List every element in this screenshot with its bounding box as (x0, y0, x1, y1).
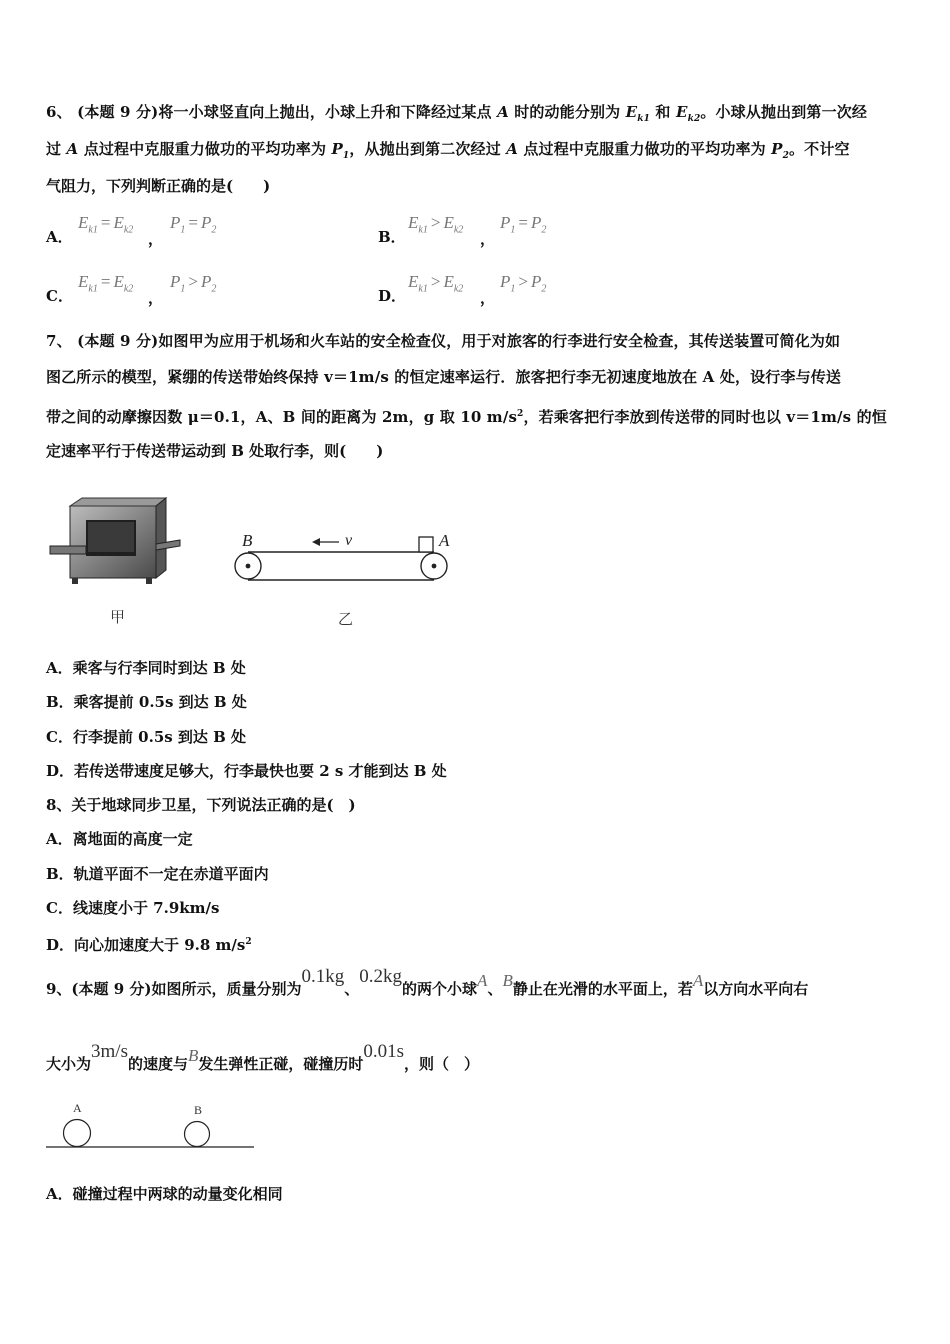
mass-b: 0.2kg (359, 966, 403, 987)
q7-stem-line-2: 图乙所示的模型，紧绷的传送带始终保持 v＝1m/s 的恒定速率运行．旅客把行李无初速度地放在 A 处，设行李与传送 (46, 368, 842, 386)
q6-p1: $P_1$ (331, 140, 350, 161)
q8-option-c: C．线速度小于 7.9km/s (46, 899, 220, 917)
q8-option-d: D．向心加速度大于 9.8 $m/s^2$ (46, 936, 252, 954)
velocity-label: v (345, 532, 353, 549)
q7-stem-line-4: 定速率平行于传送带运动到 B 处取行李，则( ) (46, 442, 384, 460)
q6-ek1: $E_{k1}$ (625, 103, 651, 124)
q6-option-b-formula-p: $P_1 = P_2$ (500, 213, 547, 236)
q6-stem-line-1: 6、 (本题 9 分)将一小球竖直向上抛出，小球上升和下降经过某点 A 时的动能分别为 $E_{k1}$ 和 $E_{k2}$。小球从抛出到第一次经 (46, 103, 868, 124)
q7-stem-line-1: 7、 (本题 9 分)如图甲为应用于机场和火车站的安全检查仪，用于对旅客的行李进行安全检查，其传送装置可简化为如 (46, 332, 841, 350)
q7-option-b: B．乘客提前 0.5s 到达 B 处 (46, 693, 247, 711)
point-a-label: A (439, 531, 450, 550)
q7-option-c: C．行李提前 0.5s 到达 B 处 (46, 728, 247, 746)
q6-var-a: A (497, 103, 509, 121)
pulley-a-axle (432, 564, 437, 569)
q6-stem-line-3: 气阻力，下列判断正确的是( ) (46, 177, 271, 195)
ball-b-label: B (194, 1103, 203, 1117)
scanner-leg-left (72, 578, 78, 584)
q6-ek2: $E_{k2}$ (675, 103, 701, 124)
figure-label-yi: 乙 (338, 612, 354, 628)
pulley-b-axle (246, 564, 251, 569)
q6-option-d-formula-p: $P_1 > P_2$ (500, 272, 547, 295)
q8-option-a: A．离地面的高度一定 (46, 830, 193, 848)
q9-option-a: A．碰撞过程中两球的动量变化相同 (46, 1185, 283, 1203)
q6-option-d-label: D． (378, 287, 407, 305)
q6-option-b-label: B． (378, 228, 406, 246)
ball-a-label: A (73, 1101, 82, 1115)
ball-b (185, 1122, 210, 1147)
ball-a (64, 1120, 91, 1147)
q6-option-c-formula-p: $P_1 > P_2$ (170, 272, 217, 295)
luggage-box (419, 537, 433, 552)
figure-label-jia: 甲 (110, 610, 126, 626)
q6-option-c-formula-e: $E_{k1} = E_{k2}$ (78, 272, 134, 295)
q9-stem-line-1: 9、(本题 9 分)如图所示，质量分别为0.1kg、0.2kg的两个小球A、B静止在光滑的水平面上，若A以方向水平向右 (46, 966, 809, 998)
velocity-arrow-head (312, 538, 320, 546)
q6-stem-line-2: 过 A 点过程中克服重力做功的平均功率为 $P_1$，从抛出到第二次经过 A 点过程中克服重力做功的平均功率为 $P_2$。不计空 (46, 140, 850, 161)
q6-option-a-formula-e: $E_{k1} = E_{k2}$ (78, 213, 134, 236)
q8-option-b: B．轨道平面不一定在赤道平面内 (46, 865, 269, 883)
scanner-side (156, 498, 166, 578)
collision-figure (44, 1100, 258, 1154)
q6-option-d-formula-e: $E_{k1} > E_{k2}$ (408, 272, 464, 295)
scanner-conveyor (50, 546, 86, 554)
q7-option-a: A．乘客与行李同时到达 B 处 (46, 659, 246, 677)
time-value: 0.01s (363, 1041, 405, 1062)
scanner-top (70, 498, 166, 506)
q9-stem-line-2: 大小为3m/s的速度与B发生弹性正碰，碰撞历时0.01s，则（ ） (46, 1041, 480, 1073)
q6-option-a-label: A． (46, 228, 73, 246)
scanner-curtain (88, 522, 134, 552)
q8-stem: 8、关于地球同步卫星，下列说法正确的是( ) (46, 796, 356, 814)
q7-stem-line-3: 带之间的动摩擦因数 μ＝0.1，A、B 间的距离为 2m，g 取 10 $m/s^2$，若乘客把行李放到传送带的同时也以 v＝1m/s 的恒 (46, 408, 887, 426)
q6-option-c-label: C． (46, 287, 73, 305)
speed-value: 3m/s (91, 1041, 128, 1062)
q6-option-a-formula-p: $P_1 = P_2$ (170, 213, 217, 236)
q6-p2: $P_2$ (771, 140, 790, 161)
q7-option-d: D．若传送带速度足够大，行李最快也要 2 s 才能到达 B 处 (46, 762, 447, 780)
q6-option-b-formula-e: $E_{k1} > E_{k2}$ (408, 213, 464, 236)
scanner-leg-right (146, 578, 152, 584)
scanner-figure (46, 496, 186, 631)
mass-a: 0.1kg (301, 966, 345, 987)
point-b-label: B (242, 531, 253, 550)
conveyor-figure (226, 524, 466, 634)
